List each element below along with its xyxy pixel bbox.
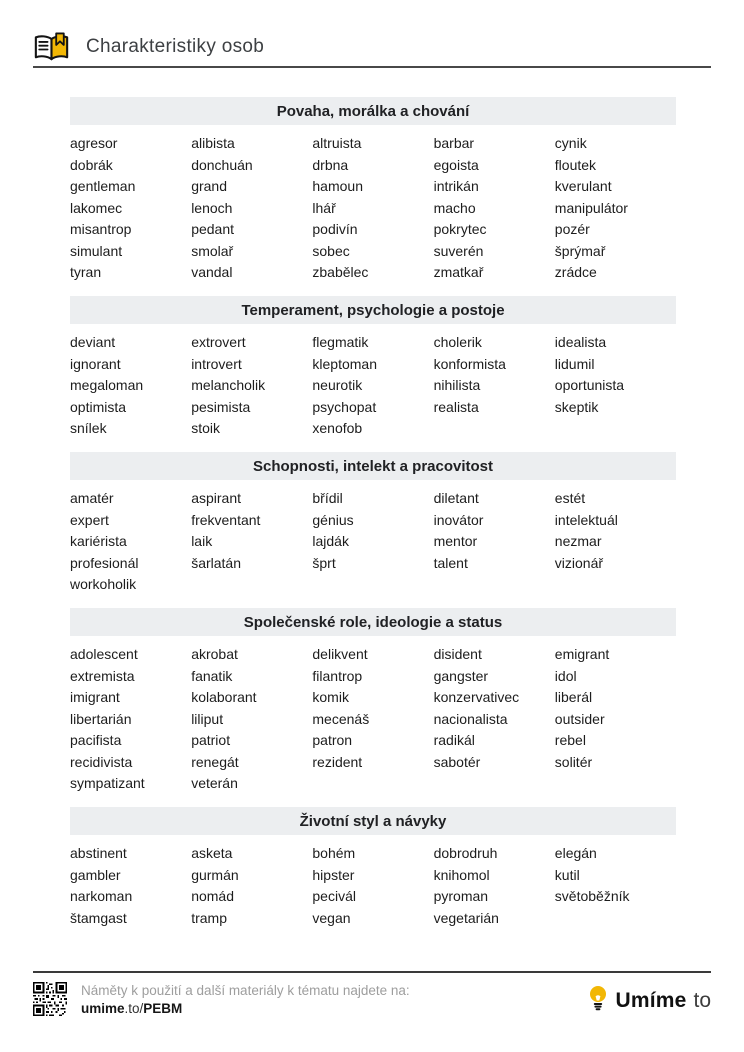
word-item: diletant: [433, 490, 479, 506]
word-item: recidivista: [70, 753, 133, 770]
word-item: mentor: [433, 533, 478, 549]
word-item: renegát: [191, 753, 239, 770]
word-item: altruista: [312, 135, 362, 151]
word-item: zbabělec: [312, 264, 369, 280]
word-item: pesimista: [191, 398, 251, 415]
word-item: cholerik: [433, 334, 482, 350]
footer-note: Náměty k použití a další materiály k tématu najdete na:: [81, 983, 410, 998]
word-item: pecivál: [312, 888, 356, 904]
word-item: tramp: [191, 909, 227, 926]
word-item: vizionář: [554, 554, 604, 571]
word-item: imigrant: [70, 689, 120, 705]
word-item: konformista: [433, 355, 506, 372]
word-item: solitér: [554, 753, 593, 770]
word-item: zmatkař: [433, 264, 484, 280]
word-item: břídil: [312, 490, 343, 506]
word-item: vegetarián: [433, 909, 499, 926]
word-sections: [70, 70, 676, 929]
word-item: macho: [433, 199, 476, 216]
word-item: laik: [191, 533, 213, 549]
word-item: cynik: [554, 135, 587, 151]
word-grid: [70, 644, 676, 795]
footer: [33, 971, 711, 1021]
word-item: kverulant: [554, 178, 612, 194]
section-title: Povaha, morálka a chování: [70, 97, 676, 125]
footer-link[interactable]: [81, 999, 588, 1018]
word-item: adolescent: [70, 646, 138, 662]
word-item: pedant: [191, 221, 235, 237]
word-item: neurotik: [312, 377, 363, 393]
word-item: mecenáš: [312, 710, 370, 727]
word-item: expert: [70, 511, 109, 528]
word-item: kariérista: [70, 533, 127, 549]
word-item: nihilista: [433, 377, 481, 393]
word-item: kolaborant: [191, 689, 257, 705]
word-item: idol: [554, 667, 577, 684]
word-item: hipster: [312, 866, 355, 883]
word-item: veterán: [191, 775, 238, 791]
word-item: tyran: [70, 264, 102, 280]
word-item: talent: [433, 554, 468, 571]
word-item: skeptik: [554, 398, 599, 415]
word-item: gangster: [433, 667, 489, 684]
qr-code: [33, 982, 67, 1021]
word-item: kleptoman: [312, 355, 377, 372]
word-item: sobec: [312, 242, 350, 259]
word-item: lidumil: [554, 355, 595, 372]
word-item: akrobat: [191, 646, 238, 662]
word-item: asketa: [191, 845, 233, 861]
word-item: hamoun: [312, 178, 363, 194]
word-item: barbar: [433, 135, 475, 151]
word-grid: [70, 332, 676, 440]
word-item: estét: [554, 490, 586, 506]
word-item: šprt: [312, 554, 336, 571]
word-item: nezmar: [554, 533, 602, 549]
word-item: lhář: [312, 199, 336, 216]
word-item: smolař: [191, 242, 234, 259]
word-item: fanatik: [191, 667, 233, 684]
word-item: extremista: [70, 667, 135, 684]
word-item: konzervativec: [433, 689, 520, 705]
word-item: sympatizant: [70, 775, 145, 791]
word-item: radikál: [433, 732, 475, 748]
word-item: snílek: [70, 420, 107, 436]
word-item: egoista: [433, 156, 479, 173]
word-grid: [70, 133, 676, 284]
word-item: pokrytec: [433, 221, 487, 237]
word-item: knihomol: [433, 866, 490, 883]
word-item: introvert: [191, 355, 242, 372]
word-item: dobrák: [70, 156, 113, 173]
word-item: dobrodruh: [433, 845, 498, 861]
word-item: kutil: [554, 866, 580, 883]
word-grid: [70, 843, 676, 929]
word-item: agresor: [70, 135, 118, 151]
word-item: podivín: [312, 221, 358, 237]
word-section: [70, 608, 676, 795]
word-item: světoběžník: [554, 888, 630, 904]
word-item: suverén: [433, 242, 484, 259]
word-item: drbna: [312, 156, 349, 173]
word-item: sabotér: [433, 753, 481, 770]
page-title: Charakteristiky osob: [86, 36, 265, 57]
word-item: flegmatik: [312, 334, 369, 350]
word-item: rebel: [554, 732, 586, 748]
word-item: gentleman: [70, 178, 136, 194]
word-item: optimista: [70, 398, 127, 415]
word-item: deviant: [70, 334, 116, 350]
word-item: realista: [433, 398, 479, 415]
word-item: alibista: [191, 135, 235, 151]
word-item: oportunista: [554, 377, 625, 393]
word-item: lajdák: [312, 533, 349, 549]
section-title: Společenské role, ideologie a status: [70, 608, 676, 636]
word-item: xenofob: [312, 420, 363, 436]
word-item: delikvent: [312, 646, 368, 662]
word-item: misantrop: [70, 221, 132, 237]
word-item: vandal: [191, 264, 233, 280]
footer-link-code: PEBM: [143, 1001, 183, 1016]
word-item: rezident: [312, 753, 363, 770]
footer-link-separator: .to/: [124, 1001, 144, 1016]
word-item: stoik: [191, 420, 220, 436]
word-section: [70, 296, 676, 440]
word-item: bohém: [312, 845, 356, 861]
word-item: simulant: [70, 242, 123, 259]
logo-text-light: to: [693, 989, 711, 1012]
word-item: idealista: [554, 334, 607, 350]
word-item: nacionalista: [433, 710, 508, 727]
word-item: šarlatán: [191, 554, 241, 571]
word-item: šprýmař: [554, 242, 606, 259]
footer-texts: [81, 982, 588, 1018]
word-item: štamgast: [70, 909, 127, 926]
word-item: zrádce: [554, 264, 597, 280]
word-item: outsider: [554, 710, 605, 727]
word-section: [70, 807, 676, 929]
word-item: extrovert: [191, 334, 246, 350]
word-item: inovátor: [433, 511, 484, 528]
word-item: gambler: [70, 866, 121, 883]
word-item: libertarián: [70, 710, 132, 727]
word-item: ignorant: [70, 355, 121, 372]
word-item: psychopat: [312, 398, 377, 415]
word-item: génius: [312, 511, 354, 528]
word-item: profesionál: [70, 554, 139, 571]
word-item: amatér: [70, 490, 114, 506]
word-item: pacifista: [70, 732, 122, 748]
open-book-icon: [33, 32, 70, 62]
logo-text-bold: Umíme: [615, 989, 687, 1012]
section-title: Životní styl a návyky: [70, 807, 676, 835]
word-item: melancholik: [191, 377, 266, 393]
word-item: manipulátor: [554, 199, 628, 216]
word-item: pozér: [554, 221, 590, 237]
word-item: abstinent: [70, 845, 127, 861]
word-item: aspirant: [191, 490, 241, 506]
word-item: elegán: [554, 845, 597, 861]
word-item: emigrant: [554, 646, 610, 662]
word-item: vegan: [312, 909, 351, 926]
word-item: frekventant: [191, 511, 261, 528]
word-item: patriot: [191, 732, 231, 748]
word-item: nomád: [191, 888, 234, 904]
word-item: pyroman: [433, 888, 489, 904]
word-item: komik: [312, 689, 349, 705]
word-item: intelektuál: [554, 511, 618, 528]
umime-logo: [588, 985, 711, 1017]
word-item: patron: [312, 732, 353, 748]
word-item: megaloman: [70, 377, 144, 393]
word-item: filantrop: [312, 667, 363, 684]
word-grid: [70, 488, 676, 596]
page-header: [33, 28, 711, 68]
word-item: lenoch: [191, 199, 233, 216]
section-title: Schopnosti, intelekt a pracovitost: [70, 452, 676, 480]
word-item: narkoman: [70, 888, 133, 904]
section-title: Temperament, psychologie a postoje: [70, 296, 676, 324]
word-item: liberál: [554, 689, 593, 705]
word-item: grand: [191, 178, 227, 194]
word-section: [70, 97, 676, 284]
word-item: disident: [433, 646, 482, 662]
word-section: [70, 452, 676, 596]
word-item: workoholik: [70, 576, 137, 592]
word-item: liliput: [191, 710, 224, 727]
word-item: donchuán: [191, 156, 253, 173]
word-item: gurmán: [191, 866, 239, 883]
word-item: intrikán: [433, 178, 479, 194]
word-item: lakomec: [70, 199, 123, 216]
lightbulb-icon: [588, 985, 608, 1017]
word-item: floutek: [554, 156, 597, 173]
footer-link-domain: umime: [81, 1001, 125, 1016]
